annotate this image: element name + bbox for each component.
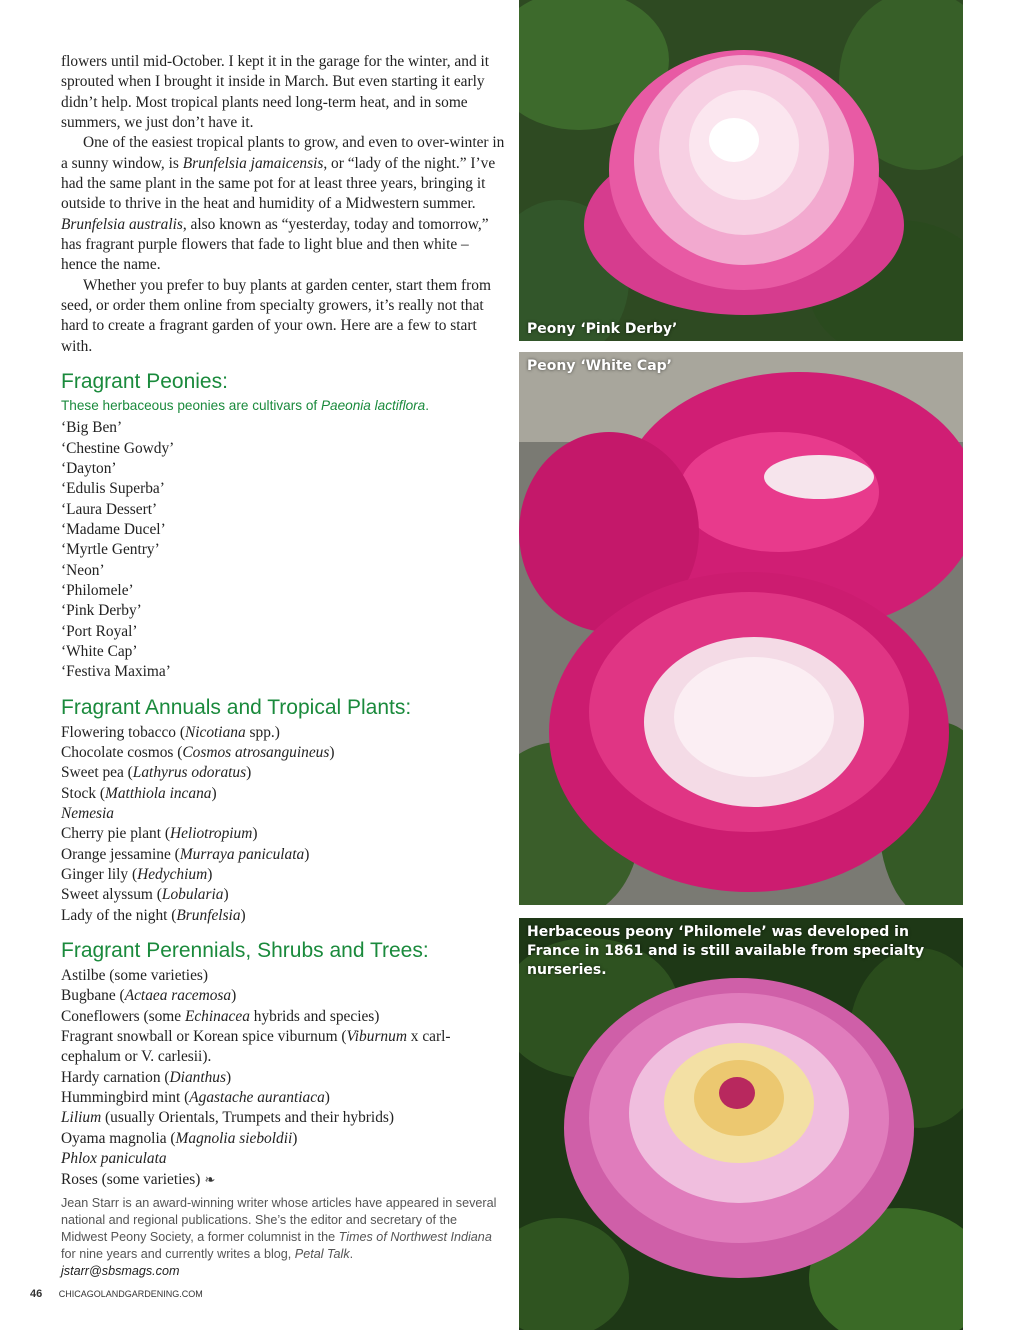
peony-item: ‘Neon’ <box>61 561 105 579</box>
perennial-item: Fragrant snowball or Korean spice viburnum (Viburnum x carl-cephalum or V. carlesii). <box>61 1028 451 1066</box>
peony-list <box>61 418 506 682</box>
perennial-item: Phlox paniculata <box>61 1150 167 1168</box>
caption-pink-derby: Peony ‘Pink Derby’ <box>527 321 678 337</box>
peony-item: ‘Port Royal’ <box>61 622 138 640</box>
perennial-item: Oyama magnolia (Magnolia sieboldii) <box>61 1129 298 1147</box>
site-name: CHICAGOLANDGARDENING.COM <box>58 1289 203 1299</box>
photo-pink-derby <box>519 0 963 341</box>
perennial-item: Astilbe (some varieties) <box>61 967 209 985</box>
page-footer <box>30 1288 203 1300</box>
perennial-item: Lilium (usually Orientals, Trumpets and their hybrids) <box>61 1109 395 1127</box>
intro-paragraph: One of the easiest tropical plants to grow, and even to over-winter in a sunny window, is Brunfelsia jamaicensis, or “lady of the night.” I’ve had the same plant in the same pot for at least three years, bringing it outside to thrive in the heat and humidity of a Midwestern summer. Brunfelsia australis, also known as “yesterday, today and tomorrow,” has fragrant purple flowers that fade to light blue and then white – hence the name. <box>61 134 505 274</box>
peony-item: ‘Dayton’ <box>61 459 117 477</box>
perennial-item: Roses (some varieties) ❧ <box>61 1170 216 1188</box>
perennials-heading: Fragrant Perennials, Shrubs and Trees: <box>61 939 429 963</box>
peony-item: ‘Chestine Gowdy’ <box>61 439 175 457</box>
caption-white-cap: Peony ‘White Cap’ <box>527 358 672 374</box>
intro-text <box>61 52 506 357</box>
author-bio: Jean Starr is an award-winning writer whose articles have appeared in several national and regional publications. She’s the editor and secretary of the Midwest Peony Society, a former columnist in the Times of Northwest Indiana for nine years and currently writes a blog, Petal Talk. jstarr@sbsmags.com <box>61 1195 497 1278</box>
peonies-subheading: These herbaceous peonies are cultivars of Paeonia lactiflora. <box>61 398 430 414</box>
peony-item: ‘Pink Derby’ <box>61 602 142 620</box>
annual-item: Lady of the night (Brunfelsia) <box>61 906 246 924</box>
perennial-item: Hummingbird mint (Agastache aurantiaca) <box>61 1089 330 1107</box>
caption-philomele: Herbaceous peony ‘Philomele’ was developed in France in 1861 and is still available from specialty nurseries. <box>527 924 925 978</box>
author-email[interactable]: jstarr@sbsmags.com <box>61 1263 180 1278</box>
peony-item: ‘Philomele’ <box>61 581 134 599</box>
annual-item: Sweet pea (Lathyrus odoratus) <box>61 764 252 782</box>
annual-item: Nemesia <box>61 805 115 822</box>
peony-item: ‘Edulis Superba’ <box>61 480 165 498</box>
photo-philomele <box>519 918 963 1330</box>
annual-item: Stock (Matthiola incana) <box>61 784 217 802</box>
peonies-heading: Fragrant Peonies: <box>61 370 228 394</box>
peony-item: ‘Festiva Maxima’ <box>61 663 171 681</box>
annuals-list <box>61 723 506 926</box>
annual-item: Sweet alyssum (Lobularia) <box>61 886 229 904</box>
annual-item: Flowering tobacco (Nicotiana spp.) <box>61 723 280 741</box>
annual-item: Cherry pie plant (Heliotropium) <box>61 825 258 843</box>
annuals-heading: Fragrant Annuals and Tropical Plants: <box>61 695 412 719</box>
perennials-list <box>61 966 506 1191</box>
intro-paragraph: flowers until mid-October. I kept it in the garage for the winter, and it sprouted when I brought it inside in March. But even starting it early didn’t help. Most tropical plants need long-term heat, and in some summers, we just don’t have it. <box>61 53 490 132</box>
perennial-item: Hardy carnation (Dianthus) <box>61 1068 232 1086</box>
peony-item: ‘Laura Dessert’ <box>61 500 158 518</box>
annual-item: Chocolate cosmos (Cosmos atrosanguineus) <box>61 743 335 761</box>
perennial-item: Coneflowers (some Echinacea hybrids and species) <box>61 1007 380 1025</box>
pink-derby-image <box>519 0 963 341</box>
perennial-item: Bugbane (Actaea racemosa) <box>61 987 237 1005</box>
peony-item: ‘Big Ben’ <box>61 419 123 437</box>
peony-item: ‘Myrtle Gentry’ <box>61 541 160 559</box>
leaf-icon: ❧ <box>200 1172 216 1188</box>
article-column <box>61 52 506 1280</box>
peony-item: ‘White Cap’ <box>61 642 138 660</box>
page-number: 46 <box>30 1288 43 1300</box>
white-cap-image <box>519 352 963 905</box>
annual-item: Ginger lily (Hedychium) <box>61 866 213 884</box>
annual-item: Orange jessamine (Murraya paniculata) <box>61 845 310 863</box>
photo-white-cap <box>519 352 963 905</box>
peony-item: ‘Madame Ducel’ <box>61 520 166 538</box>
intro-paragraph: Whether you prefer to buy plants at garden center, start them from seed, or order them online from specialty growers, it’s really not that hard to create a fragrant garden of your own. Here are a few to start with. <box>61 276 491 355</box>
